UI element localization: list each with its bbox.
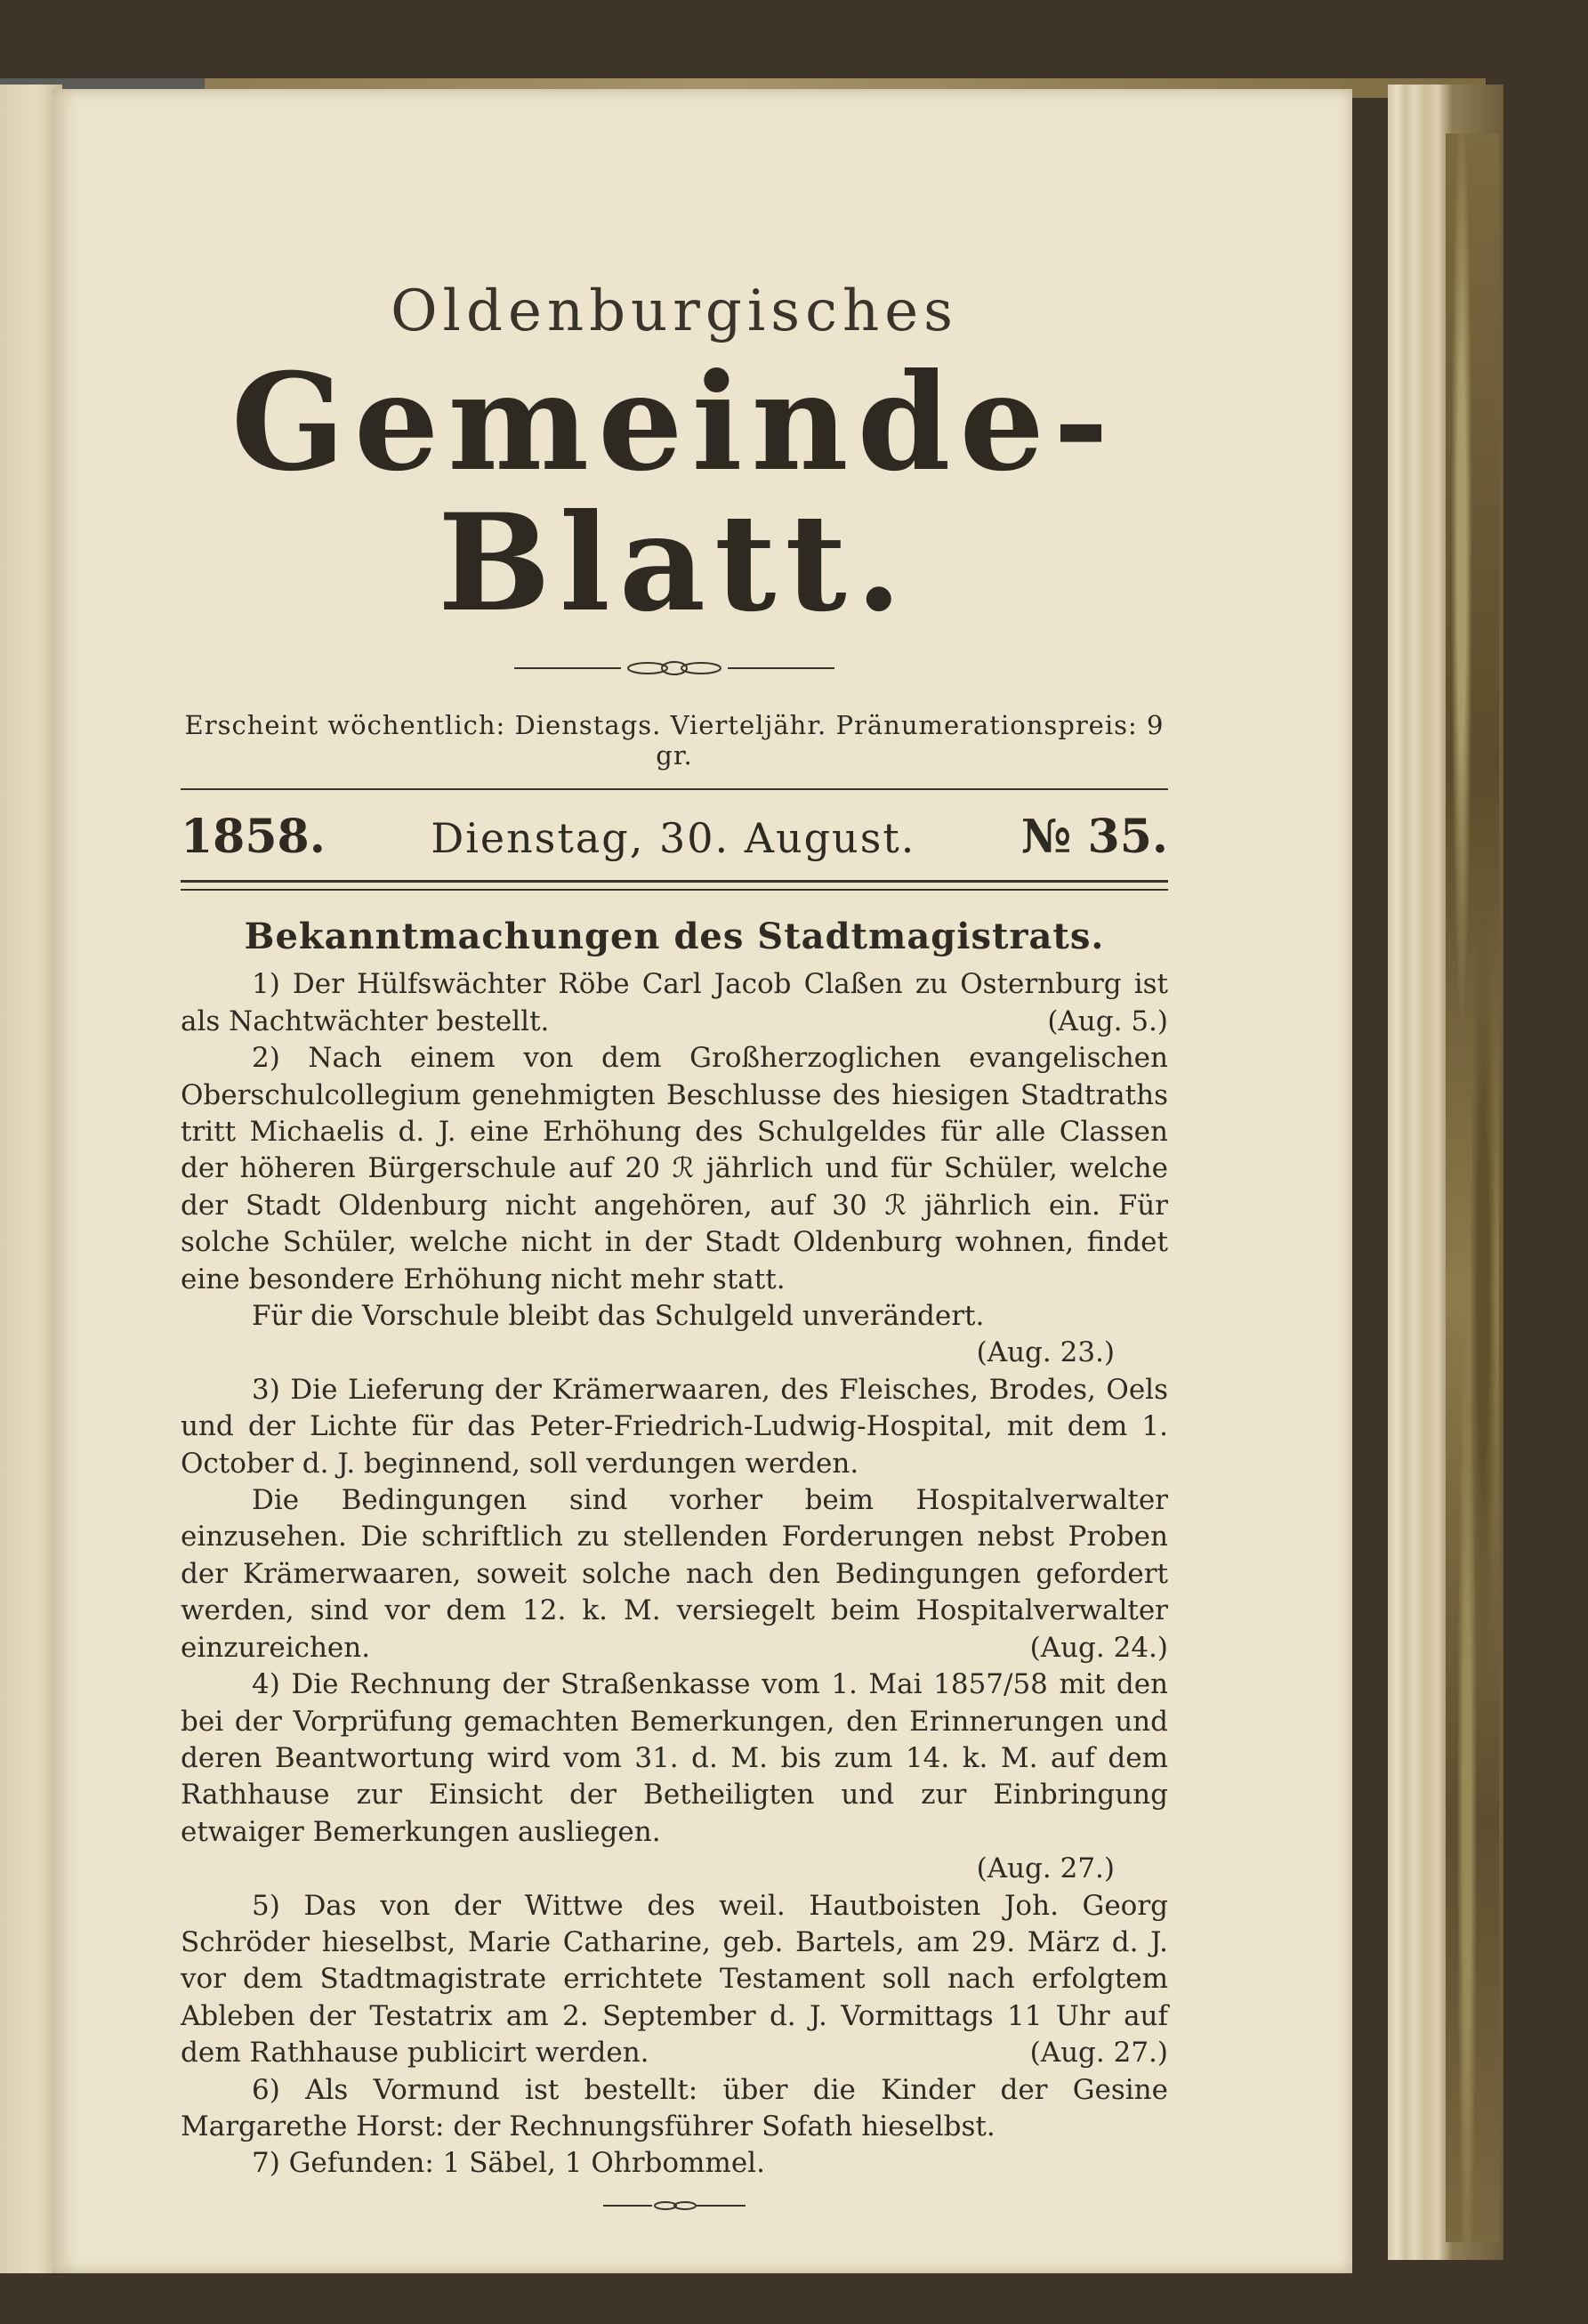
notice-text: 1) Der Hülfswächter Röbe Carl Jacob Claßen zu Osternburg ist als Nachtwächter bestellt.: [181, 968, 1168, 1037]
notice-item: [181, 2072, 1168, 2146]
masthead-title: Gemeinde-Blatt.: [230, 344, 1118, 642]
notice-text: 5) Das von der Wittwe des weil. Hautboisten Joh. Georg Schröder hieselbst, Marie Catharine, geb. Bartels, am 29. März d. J. vor dem Stadtmagistrate errichtete Testament soll nach erfolgtem Ableben der Testatrix am 2. September d. J. Vormittags 11 Uhr auf dem Rathhause publicirt werden.: [181, 1889, 1168, 2070]
issue-year: 1858.: [181, 810, 326, 865]
notice-item: [181, 1040, 1168, 1298]
publication-notice: Erscheint wöchentlich: Dienstags. Vierteljähr. Pränumerationspreis: 9 gr.: [184, 710, 1165, 771]
section-heading: Bekanntmachungen des Stadtmagistrats.: [244, 916, 1105, 958]
notice-subparagraph: [181, 1298, 1168, 1335]
notice-item: [181, 1666, 1168, 1851]
notice-subparagraph: [181, 1482, 1168, 1666]
flourish-icon: [603, 2199, 746, 2212]
issue-number: № 35.: [1020, 810, 1168, 865]
notice-item: [181, 966, 1168, 1040]
notice-item: [181, 1888, 1168, 2072]
double-rule-divider: [181, 880, 1168, 891]
notice-text: Die Bedingungen sind vorher beim Hospitalverwalter einzusehen. Die schriftlich zu stellenden Forderungen nebst Proben der Krämerwaaren, soweit solche nach den Bedingungen gefordert werden, sind vor dem 12. k. M. versiegelt beim Hospitalverwalter einzureichen.: [181, 1484, 1168, 1664]
notice-text: 6) Als Vormund ist bestellt: über die Kinder der Gesine Margarethe Horst: der Rechnungsführer Sofath hieselbst.: [181, 2073, 1168, 2142]
issue-date: Dienstag, 30. August.: [431, 814, 916, 863]
masthead-ornament: [181, 660, 1168, 680]
notice-text: 3) Die Lieferung der Krämerwaaren, des Fleisches, Brodes, Oels und der Lichte für das Peter-Friedrich-Ludwig-Hospital, mit dem 1. October d. J. beginnend, soll verdungen werden.: [181, 1373, 1168, 1480]
notice-text: Für die Vorschule bleibt das Schulgeld unverändert.: [252, 1300, 985, 1333]
notice-item: [181, 2145, 1168, 2182]
notice-date-ref: (Aug. 24.): [1029, 1631, 1168, 1664]
rule-divider: [181, 788, 1168, 790]
notice-text: 7) Gefunden: 1 Säbel, 1 Ohrbommel.: [252, 2147, 765, 2180]
notice-item: [181, 1372, 1168, 1482]
notice-text: 4) Die Rechnung der Straßenkasse vom 1. Mai 1857/58 mit den bei der Vorprüfung gemachten Bemerkungen, den Erinnerungen und deren Beantwortung wird vom 31. d. M. bis zum 14. k. M. auf dem Rathhause zur Einsicht der Betheiligten und zur Einbringung etwaiger Bemerkungen ausliegen.: [181, 1668, 1168, 1848]
page-content: [181, 280, 1168, 2215]
end-ornament: [181, 2199, 1168, 2215]
masthead-subtitle: Oldenburgisches: [391, 278, 958, 344]
dateline: [181, 810, 1168, 864]
notice-date-ref: (Aug. 5.): [1047, 1005, 1168, 1037]
notice-text: 2) Nach einem von dem Großherzoglichen evangelischen Oberschulcollegium genehmigten Beschlusse des hiesigen Stadtraths tritt Michaelis d. J. eine Erhöhung des Schulgeldes für alle Classen der höheren Bürgerschule auf 20 ℛ jährlich und für Schüler, welche der Stadt Oldenburg nicht angehören, auf 30 ℛ jährlich ein. Für solche Schüler, welche nicht in der Stadt Oldenburg wohnen, findet eine besondere Erhöhung nicht mehr statt.: [181, 1042, 1168, 1295]
newspaper-page: [52, 89, 1352, 2273]
notice-date-ref: (Aug. 27.): [976, 1852, 1115, 1885]
marbled-cover: [1446, 133, 1499, 2242]
ornament-icon: [514, 660, 834, 676]
notice-date-ref: (Aug. 27.): [1029, 2037, 1168, 2070]
notice-date-ref: (Aug. 23.): [976, 1336, 1115, 1369]
